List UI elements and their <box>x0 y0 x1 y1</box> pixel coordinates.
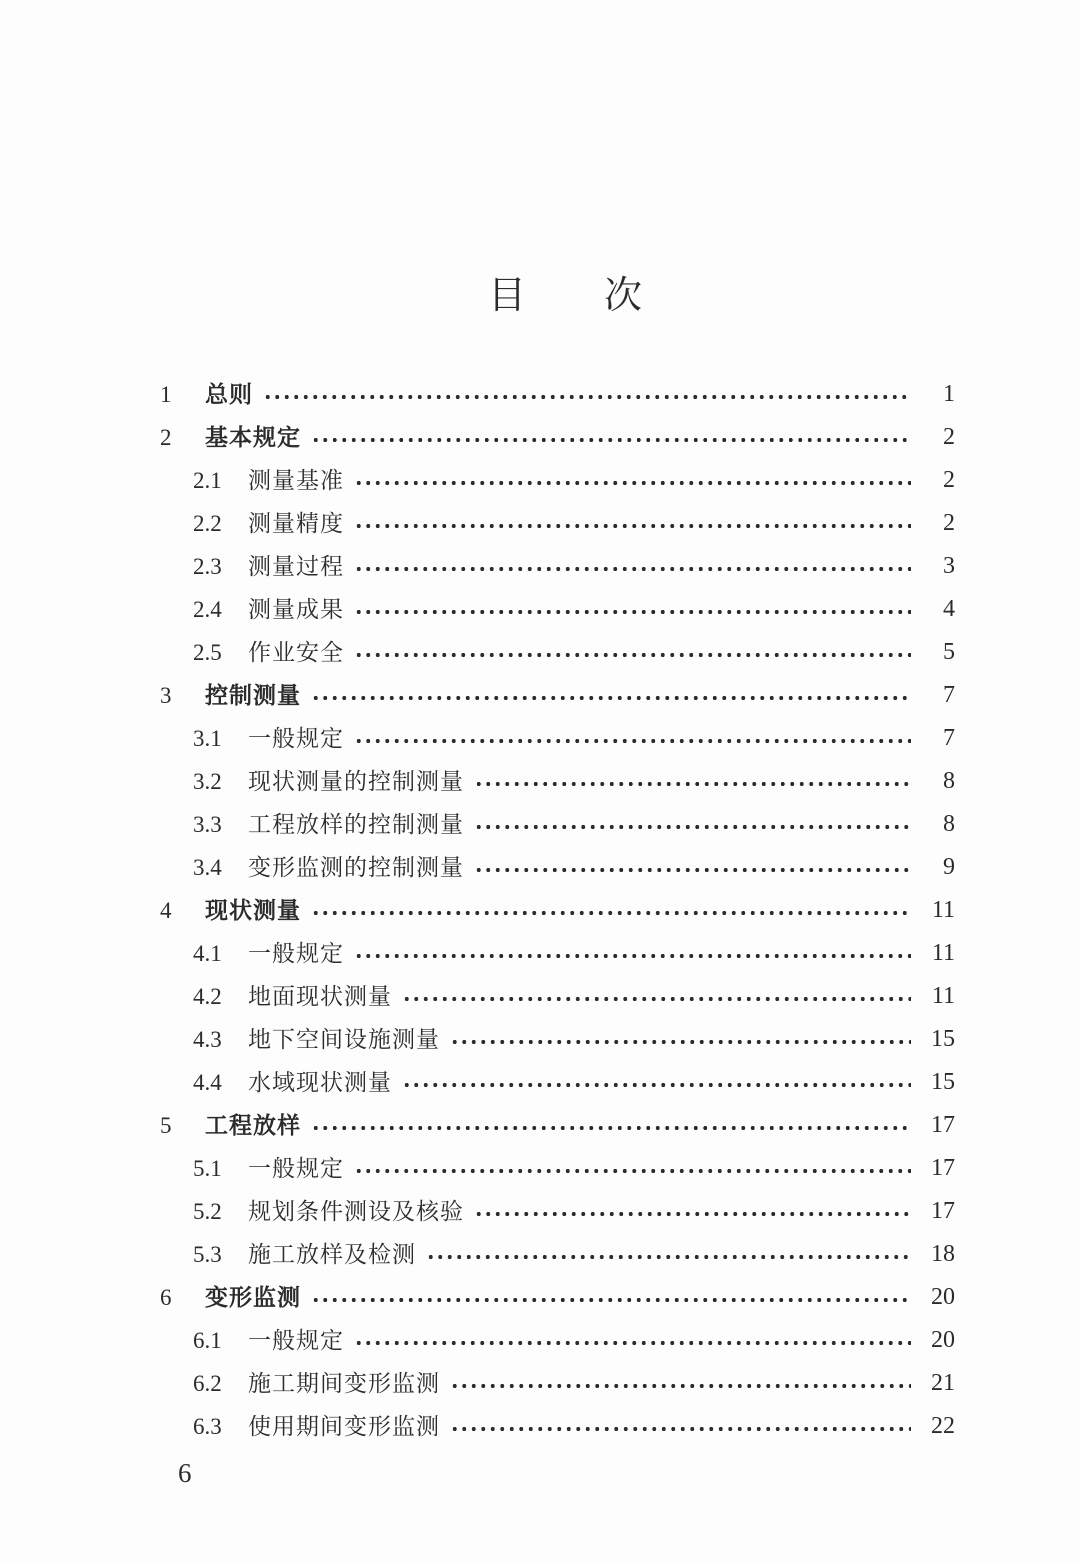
toc-entry-page: 2 <box>943 467 955 494</box>
dot-leader <box>450 1018 911 1061</box>
toc-entry <box>160 975 955 1018</box>
toc-entry-page: 11 <box>931 940 955 967</box>
toc-entry <box>160 717 955 760</box>
dot-leader <box>311 1276 911 1319</box>
toc-entry-page: 15 <box>931 1026 955 1053</box>
toc-entry-page: 7 <box>943 682 955 709</box>
toc-entry-page: 17 <box>931 1155 955 1182</box>
toc-entry-number: 6.1 <box>193 1328 222 1354</box>
toc-entry-page: 9 <box>943 854 955 881</box>
toc-entry <box>160 459 955 502</box>
dot-leader <box>311 889 911 932</box>
title-char-left: 目 <box>487 275 526 317</box>
toc-entry-page: 11 <box>931 897 955 924</box>
toc-entry-page: 1 <box>943 381 955 408</box>
toc-entry-label: 使用期间变形监测 <box>248 1414 440 1440</box>
toc-entry-page: 18 <box>931 1241 955 1268</box>
toc-entry-label: 测量成果 <box>248 597 344 623</box>
dot-leader <box>354 1147 911 1190</box>
toc-entry-number: 5.3 <box>193 1242 222 1268</box>
dot-leader <box>450 1362 911 1405</box>
toc-entry-label: 地下空间设施测量 <box>248 1027 440 1053</box>
toc-entry <box>160 631 955 674</box>
toc-entry <box>160 373 955 416</box>
toc-entry-number: 3 <box>160 683 172 709</box>
toc-entry <box>160 846 955 889</box>
dot-leader <box>354 459 911 502</box>
toc-entry-page: 3 <box>943 553 955 580</box>
dot-leader <box>474 846 911 889</box>
toc-entry-number: 3.2 <box>193 769 222 795</box>
dot-leader <box>311 1104 911 1147</box>
toc-entry-number: 4 <box>160 898 172 924</box>
toc-entry <box>160 760 955 803</box>
dot-leader <box>263 373 911 416</box>
dot-leader <box>474 760 911 803</box>
toc-entry-label: 基本规定 <box>205 425 301 451</box>
toc-entry-number: 4.3 <box>193 1027 222 1053</box>
toc-entry-label: 变形监测的控制测量 <box>248 855 464 881</box>
toc-entry <box>160 889 955 932</box>
toc-entry-number: 2.3 <box>193 554 222 580</box>
toc-entry-page: 5 <box>943 639 955 666</box>
toc-entry-label: 一般规定 <box>248 941 344 967</box>
toc-entry-page: 2 <box>943 510 955 537</box>
toc-entry <box>160 1362 955 1405</box>
toc-entry-label: 一般规定 <box>248 726 344 752</box>
toc-entry-label: 现状测量的控制测量 <box>248 769 464 795</box>
toc-entry-label: 现状测量 <box>205 898 301 924</box>
toc-entry-number: 6 <box>160 1285 172 1311</box>
toc-entry <box>160 1147 955 1190</box>
toc-entry <box>160 1319 955 1362</box>
toc-entry-number: 4.2 <box>193 984 222 1010</box>
toc-entry <box>160 674 955 717</box>
toc-entry-number: 3.3 <box>193 812 222 838</box>
toc-entry-number: 4.1 <box>193 941 222 967</box>
toc-entry-label: 一般规定 <box>248 1328 344 1354</box>
toc-entry <box>160 932 955 975</box>
toc-entry <box>160 416 955 459</box>
toc-entry-label: 水域现状测量 <box>248 1070 392 1096</box>
toc-entry-number: 3.1 <box>193 726 222 752</box>
toc-entry-label: 地面现状测量 <box>248 984 392 1010</box>
page-title <box>50 0 1080 321</box>
toc-entry-page: 7 <box>943 725 955 752</box>
toc-entry <box>160 1104 955 1147</box>
toc-entry <box>160 1018 955 1061</box>
toc-entry-page: 17 <box>931 1112 955 1139</box>
dot-leader <box>354 932 911 975</box>
footer-page-number: 6 <box>178 1458 192 1488</box>
dot-leader <box>402 975 911 1018</box>
toc-entry-page: 2 <box>943 424 955 451</box>
toc-entry <box>160 502 955 545</box>
toc-entry-page: 11 <box>931 983 955 1010</box>
dot-leader <box>402 1061 911 1104</box>
toc-entry-label: 工程放样的控制测量 <box>248 812 464 838</box>
toc-entry-label: 工程放样 <box>205 1113 301 1139</box>
toc-entry-number: 5.1 <box>193 1156 222 1182</box>
toc-entry-number: 2.4 <box>193 597 222 623</box>
toc-entry-label: 测量过程 <box>248 554 344 580</box>
toc-entry-number: 2.5 <box>193 640 222 666</box>
toc-entry-number: 4.4 <box>193 1070 222 1096</box>
dot-leader <box>354 717 911 760</box>
toc-entry-label: 施工放样及检测 <box>248 1242 416 1268</box>
toc-entry-number: 6.2 <box>193 1371 222 1397</box>
toc-entry-number: 2.1 <box>193 468 222 494</box>
toc-entry-page: 20 <box>931 1327 955 1354</box>
toc-entry <box>160 1276 955 1319</box>
dot-leader <box>354 1319 911 1362</box>
toc-entry-label: 规划条件测设及核验 <box>248 1199 464 1225</box>
dot-leader <box>354 502 911 545</box>
dot-leader <box>474 1190 911 1233</box>
toc-entry-label: 总则 <box>205 382 253 408</box>
toc-entry-number: 3.4 <box>193 855 222 881</box>
toc-entry-number: 2.2 <box>193 511 222 537</box>
dot-leader <box>354 545 911 588</box>
dot-leader <box>474 803 911 846</box>
toc-entry-label: 变形监测 <box>205 1285 301 1311</box>
toc-entry <box>160 1405 955 1448</box>
title-char-right: 次 <box>604 275 643 317</box>
toc-entry <box>160 1233 955 1276</box>
dot-leader <box>450 1405 911 1448</box>
toc-entry-number: 1 <box>160 382 172 408</box>
toc-entry-label: 测量精度 <box>248 511 344 537</box>
dot-leader <box>354 631 911 674</box>
toc-list <box>160 373 955 1448</box>
dot-leader <box>354 588 911 631</box>
toc-entry-page: 15 <box>931 1069 955 1096</box>
toc-entry-label: 施工期间变形监测 <box>248 1371 440 1397</box>
toc-entry <box>160 545 955 588</box>
dot-leader <box>426 1233 911 1276</box>
toc-entry-number: 2 <box>160 425 172 451</box>
toc-entry-page: 17 <box>931 1198 955 1225</box>
dot-leader <box>311 416 911 459</box>
toc-entry <box>160 588 955 631</box>
toc-entry-page: 20 <box>931 1284 955 1311</box>
toc-entry-number: 5.2 <box>193 1199 222 1225</box>
toc-entry <box>160 1061 955 1104</box>
toc-entry-page: 22 <box>931 1413 955 1440</box>
toc-entry-page: 8 <box>943 768 955 795</box>
toc-entry-page: 8 <box>943 811 955 838</box>
toc-entry-label: 作业安全 <box>248 640 344 666</box>
toc-entry-label: 一般规定 <box>248 1156 344 1182</box>
toc-entry-number: 6.3 <box>193 1414 222 1440</box>
toc-entry-page: 21 <box>931 1370 955 1397</box>
toc-entry-label: 测量基准 <box>248 468 344 494</box>
toc-entry <box>160 1190 955 1233</box>
toc-entry <box>160 803 955 846</box>
dot-leader <box>311 674 911 717</box>
toc-entry-label: 控制测量 <box>205 683 301 709</box>
toc-entry-page: 4 <box>943 596 955 623</box>
toc-entry-number: 5 <box>160 1113 172 1139</box>
